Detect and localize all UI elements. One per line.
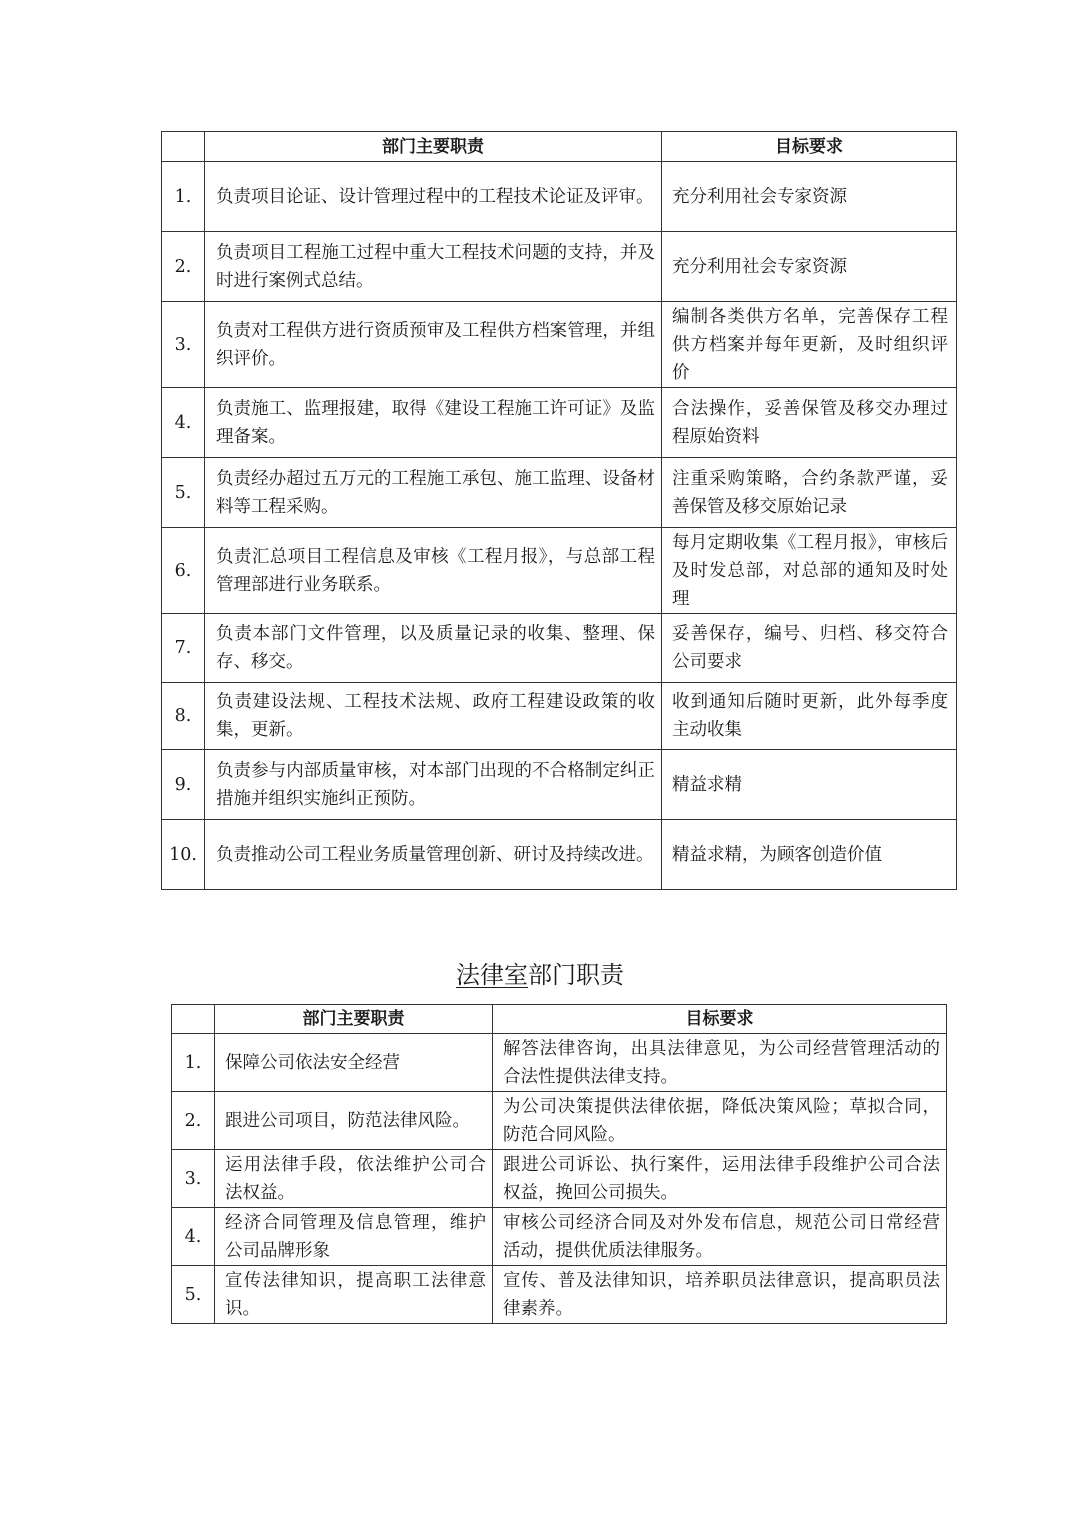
table-row bbox=[162, 683, 957, 750]
row-duty: 负责建设法规、工程技术法规、政府工程建设政策的收集，更新。 bbox=[205, 683, 662, 750]
table-row bbox=[162, 162, 957, 232]
header-duty: 部门主要职责 bbox=[215, 1005, 493, 1034]
row-num: 6. bbox=[162, 528, 205, 614]
row-num: 4. bbox=[162, 388, 205, 458]
row-num: 5. bbox=[172, 1266, 215, 1324]
row-num: 1. bbox=[172, 1034, 215, 1092]
row-num: 10. bbox=[162, 820, 205, 890]
row-num: 5. bbox=[162, 458, 205, 528]
row-num: 7. bbox=[162, 614, 205, 683]
header-goal: 目标要求 bbox=[662, 132, 957, 162]
row-duty: 运用法律手段，依法维护公司合法权益。 bbox=[215, 1150, 493, 1208]
table-row bbox=[162, 528, 957, 614]
row-goal: 合法操作，妥善保管及移交办理过程原始资料 bbox=[662, 388, 957, 458]
row-goal: 注重采购策略，合约条款严谨，妥善保管及移交原始记录 bbox=[662, 458, 957, 528]
row-duty: 负责汇总项目工程信息及审核《工程月报》，与总部工程管理部进行业务联系。 bbox=[205, 528, 662, 614]
table-row bbox=[162, 232, 957, 302]
row-num: 3. bbox=[162, 302, 205, 388]
table-row bbox=[162, 302, 957, 388]
row-duty: 经济合同管理及信息管理，维护公司品牌形象 bbox=[215, 1208, 493, 1266]
duties-table-engineering bbox=[161, 131, 957, 890]
row-duty: 负责项目工程施工过程中重大工程技术问题的支持，并及时进行案例式总结。 bbox=[205, 232, 662, 302]
row-num: 9. bbox=[162, 750, 205, 820]
row-goal: 精益求精 bbox=[662, 750, 957, 820]
row-num: 3. bbox=[172, 1150, 215, 1208]
header-duty: 部门主要职责 bbox=[205, 132, 662, 162]
table-row bbox=[172, 1266, 947, 1324]
row-duty: 负责项目论证、设计管理过程中的工程技术论证及评审。 bbox=[205, 162, 662, 232]
row-duty: 负责施工、监理报建，取得《建设工程施工许可证》及监理备案。 bbox=[205, 388, 662, 458]
row-num: 2. bbox=[162, 232, 205, 302]
row-goal: 解答法律咨询，出具法律意见，为公司经营管理活动的合法性提供法律支持。 bbox=[493, 1034, 947, 1092]
row-duty: 保障公司依法安全经营 bbox=[215, 1034, 493, 1092]
section-title-suffix: 部门职责 bbox=[528, 961, 624, 989]
row-duty: 负责参与内部质量审核，对本部门出现的不合格制定纠正措施并组织实施纠正预防。 bbox=[205, 750, 662, 820]
row-duty: 负责推动公司工程业务质量管理创新、研讨及持续改进。 bbox=[205, 820, 662, 890]
table-row bbox=[162, 820, 957, 890]
table-row bbox=[172, 1208, 947, 1266]
header-num bbox=[162, 132, 205, 162]
table-row bbox=[162, 614, 957, 683]
table-header-row bbox=[162, 132, 957, 162]
row-goal: 跟进公司诉讼、执行案件，运用法律手段维护公司合法权益，挽回公司损失。 bbox=[493, 1150, 947, 1208]
row-num: 8. bbox=[162, 683, 205, 750]
row-goal: 宣传、普及法律知识，培养职员法律意识，提高职员法律素养。 bbox=[493, 1266, 947, 1324]
row-num: 4. bbox=[172, 1208, 215, 1266]
department-name: 法律室 bbox=[456, 961, 528, 989]
row-duty: 跟进公司项目，防范法律风险。 bbox=[215, 1092, 493, 1150]
table-row bbox=[172, 1092, 947, 1150]
row-goal: 充分利用社会专家资源 bbox=[662, 162, 957, 232]
table-row bbox=[162, 750, 957, 820]
header-num bbox=[172, 1005, 215, 1034]
row-duty: 负责经办超过五万元的工程施工承包、施工监理、设备材料等工程采购。 bbox=[205, 458, 662, 528]
row-goal: 收到通知后随时更新，此外每季度主动收集 bbox=[662, 683, 957, 750]
table-row bbox=[162, 388, 957, 458]
header-goal: 目标要求 bbox=[493, 1005, 947, 1034]
section-title bbox=[0, 958, 1080, 992]
row-duty: 负责对工程供方进行资质预审及工程供方档案管理，并组织评价。 bbox=[205, 302, 662, 388]
row-goal: 精益求精，为顾客创造价值 bbox=[662, 820, 957, 890]
row-goal: 编制各类供方名单，完善保存工程供方档案并每年更新，及时组织评价 bbox=[662, 302, 957, 388]
row-num: 2. bbox=[172, 1092, 215, 1150]
row-goal: 审核公司经济合同及对外发布信息，规范公司日常经营活动，提供优质法律服务。 bbox=[493, 1208, 947, 1266]
row-goal: 妥善保存，编号、归档、移交符合公司要求 bbox=[662, 614, 957, 683]
row-goal: 充分利用社会专家资源 bbox=[662, 232, 957, 302]
row-goal: 为公司决策提供法律依据，降低决策风险；草拟合同，防范合同风险。 bbox=[493, 1092, 947, 1150]
table-row bbox=[162, 458, 957, 528]
row-duty: 宣传法律知识，提高职工法律意识。 bbox=[215, 1266, 493, 1324]
row-num: 1. bbox=[162, 162, 205, 232]
row-goal: 每月定期收集《工程月报》，审核后及时发总部，对总部的通知及时处理 bbox=[662, 528, 957, 614]
duties-table-legal bbox=[171, 1004, 947, 1324]
row-duty: 负责本部门文件管理，以及质量记录的收集、整理、保存、移交。 bbox=[205, 614, 662, 683]
table-header-row bbox=[172, 1005, 947, 1034]
table-row bbox=[172, 1034, 947, 1092]
table-row bbox=[172, 1150, 947, 1208]
